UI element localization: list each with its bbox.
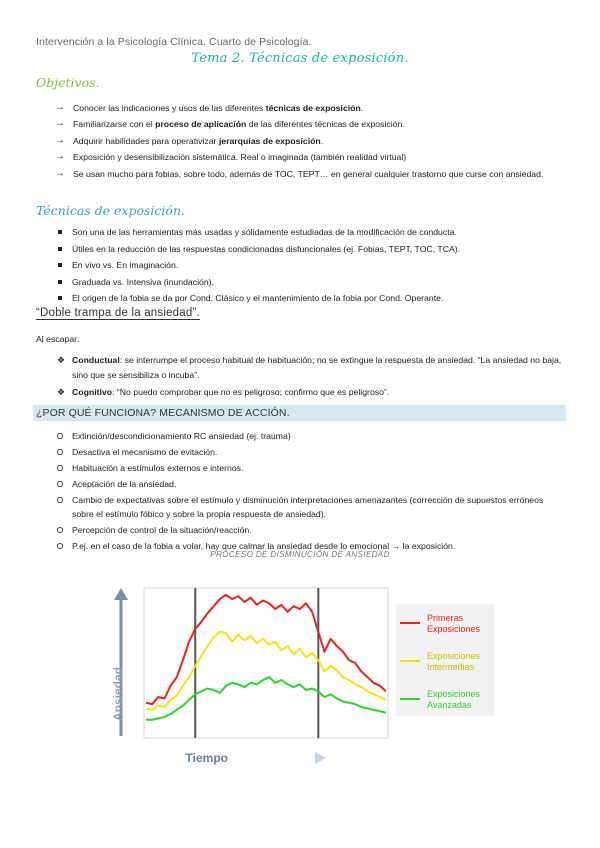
objetivo-item: → Exposición y desensibilización sistemática. Real o imaginada (también realidad virtual) bbox=[36, 150, 566, 165]
arrow-right-icon: → bbox=[55, 167, 65, 179]
tecnicas-list bbox=[36, 225, 566, 308]
y-axis-label: Ansiedad bbox=[111, 666, 125, 722]
al-escapar-label: Al escapar: bbox=[36, 334, 80, 344]
mecanismo-item: P.ej. en el caso de la fobia a volar, hay que calmar la ansiedad desde lo emocional → la exposición. bbox=[36, 539, 566, 554]
tecnica-item: Graduada vs. Intensiva (inundación). bbox=[36, 275, 566, 290]
objetivo-item: → Familiarizarse con el proceso de aplicación de las diferentes técnicas de exposición. bbox=[36, 117, 566, 132]
square-bullet-icon bbox=[58, 280, 62, 284]
mecanismo-item: Percepción de control de la situación/reacción. bbox=[36, 523, 566, 538]
tecnica-item: Útiles en la reducción de las respuestas condicionadas disfuncionales (ej. Fobias, TEPT, TOC, TCA). bbox=[36, 242, 566, 257]
mecanismo-item: Extinción/descondicionamiento RC ansiedad (ej. trauma) bbox=[36, 429, 566, 444]
diamond-bullet-icon: ❖ bbox=[57, 387, 66, 398]
plot-area bbox=[144, 588, 388, 738]
tecnica-item: El origen de la fobia se da por Cond. Clásico y el mantenimiento de la fobia por Cond. Operante. bbox=[36, 291, 566, 306]
x-axis-label: Tiempo bbox=[185, 751, 228, 765]
arrow-right-icon: → bbox=[55, 102, 65, 113]
square-bullet-icon bbox=[58, 296, 62, 300]
mecanismo-item: Habituación a estímulos externos e internos. bbox=[36, 461, 566, 476]
arrow-right-icon: → bbox=[55, 134, 65, 146]
circle-bullet-icon bbox=[57, 433, 63, 439]
circle-bullet-icon bbox=[57, 449, 63, 455]
circle-bullet-icon bbox=[57, 465, 63, 471]
mecanismo-heading: ¿POR QUÉ FUNCIONA? MECANISMO DE ACCIÓN. bbox=[36, 407, 290, 419]
objetivos-heading: Objetivos. bbox=[36, 75, 100, 90]
arrow-right-icon: → bbox=[55, 118, 65, 130]
square-bullet-icon bbox=[58, 230, 62, 234]
legend-label-2: Intermedias bbox=[427, 662, 475, 672]
square-bullet-icon bbox=[58, 247, 62, 251]
doble-trampa-heading: “Doble trampa de la ansiedad”. bbox=[36, 307, 200, 319]
chart-title: PROCESO DE DISMINUCIÓN DE ANSIEDAD bbox=[210, 550, 390, 559]
tecnica-item: En vivo vs. En imaginación. bbox=[36, 258, 566, 273]
mecanismo-list bbox=[36, 429, 566, 555]
legend-label-3: Avanzadas bbox=[427, 700, 472, 710]
legend-label-3: Exposiciones bbox=[427, 689, 481, 699]
x-axis-arrow-icon bbox=[315, 752, 326, 764]
objetivo-item: → Se usan mucho para fobias, sobre todo, además de TOC, TEPT… en general cualquier trastorno que curse con ansiedad. bbox=[36, 167, 566, 182]
objetivo-item: → Conocer las indicaciones y usos de las diferentes técnicas de exposición. bbox=[36, 101, 566, 116]
anxiety-chart bbox=[100, 566, 520, 776]
doble-trampa-list bbox=[36, 353, 566, 403]
legend-label-2: Exposiciones bbox=[427, 651, 481, 661]
circle-bullet-icon bbox=[57, 497, 63, 503]
course-header: Intervención a la Psicología Clínica. Cuarto de Psicología. bbox=[36, 36, 312, 48]
trampa-item: ❖ Cognitivo: “No puedo comprobar que no es peligroso; confirmo que es peligroso”. bbox=[36, 385, 566, 400]
circle-bullet-icon bbox=[57, 481, 63, 487]
circle-bullet-icon bbox=[57, 543, 63, 549]
mecanismo-item: Cambio de expectativas sobre el estímulo y disminución interpretaciones amenazantes (corrección de supuestos erróneos sobre el estímulo fóbico y sobre la propia respuesta de ansiedad). bbox=[36, 493, 566, 522]
trampa-item: ❖ Conductual: se interrumpe el proceso habitual de habituación; no se extingue la respuesta de ansiedad. “La ansiedad no baja, sino que se sensibiliza o incuba”. bbox=[57, 355, 562, 380]
document-title: Tema 2. Técnicas de exposición. bbox=[191, 51, 409, 66]
legend-label-1: Exposiciones bbox=[427, 624, 481, 634]
circle-bullet-icon bbox=[57, 527, 63, 533]
y-axis-arrow-icon bbox=[114, 588, 128, 600]
legend-label-1: Primeras bbox=[427, 613, 464, 623]
objetivo-item: → Adquirir habilidades para operativizar jerarquías de exposición. bbox=[36, 134, 566, 149]
tecnica-item: Son una de las herramientas más usadas y sólidamente estudiadas de la modificación de conducta. bbox=[36, 225, 566, 240]
objetivos-list bbox=[36, 101, 566, 183]
mecanismo-item: Desactiva el mecanismo de evitación. bbox=[36, 445, 566, 460]
arrow-right-icon: → bbox=[55, 151, 65, 163]
diamond-bullet-icon: ❖ bbox=[57, 355, 66, 365]
square-bullet-icon bbox=[58, 263, 62, 267]
tecnicas-heading: Técnicas de exposición. bbox=[36, 203, 185, 218]
mecanismo-item: Aceptación de la ansiedad. bbox=[36, 477, 566, 492]
